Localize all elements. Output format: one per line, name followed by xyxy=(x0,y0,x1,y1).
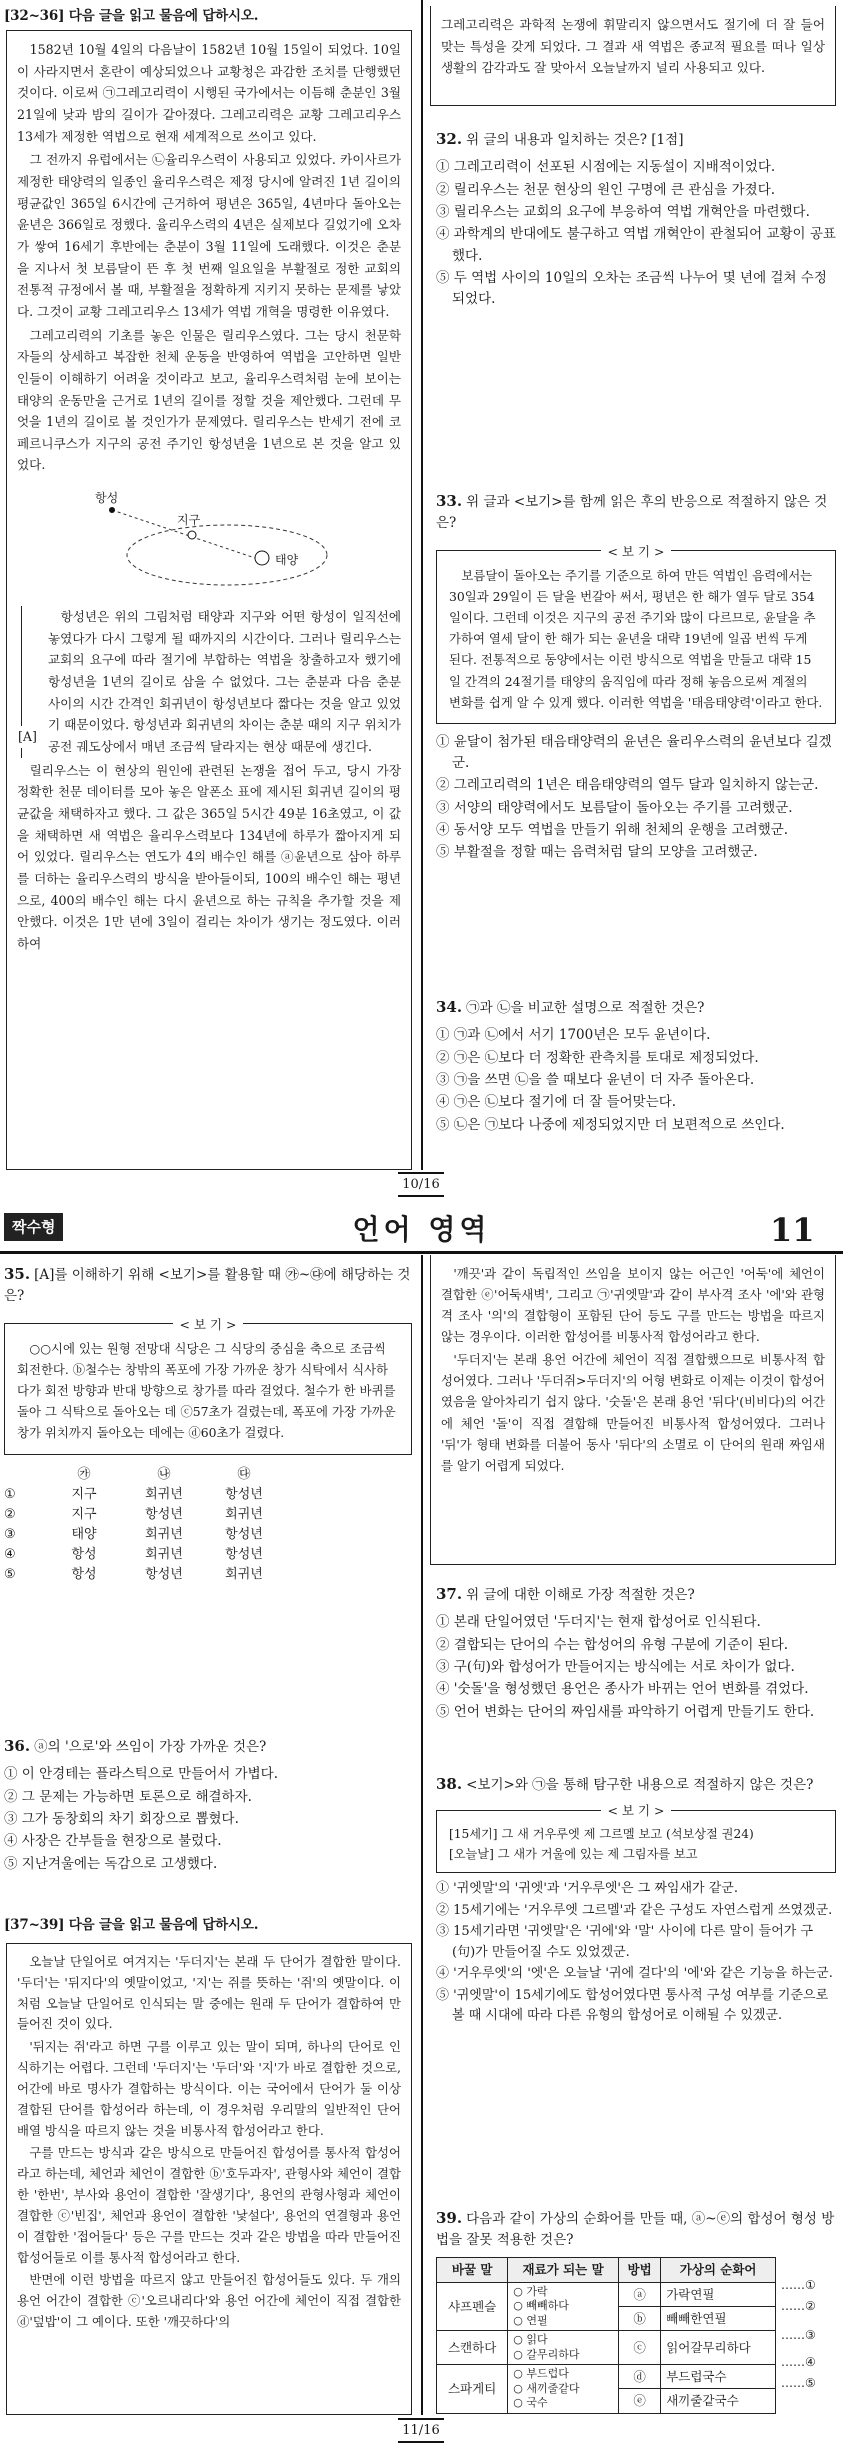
page-11 xyxy=(0,1205,843,2443)
page-number-large: 11 xyxy=(770,1211,815,1249)
q33-option-2[interactable]: ② 그레고리력의 1년은 태음태양력의 열두 달과 일치하지 않는군. xyxy=(436,777,819,794)
passage37-right-paragraph-2: '두더지'는 본래 용언 어간에 체언이 직접 결합했으므로 비통사적 합성어였다. 그러나 '두더쥐>두더지'의 어형 변화로 이제는 이것이 합성어였음을 알아차리기 쉽지 않다. '숫돌'은 본래 용언 '뒤다'(비비다)의 어간에 체언 '돌'이 직접 결합해 만들어진 비통사적 합성어였다. 그러나 '뒤'가 형태 변화를 더불어 동사 '뒤다'의 소멸로 이 단어의 원래 짜임새를 알기 어렵게 되었다. xyxy=(441,1352,825,1473)
q37-number: 37. xyxy=(436,1585,463,1603)
passage37-paragraph-4: 반면에 이런 방법을 따르지 않고 만들어진 합성어들도 있다. 두 개의 용언 어간이 결합한 ⓒ'오르내리다'와 용언 어간에 체언이 직접 결합한 ⓓ'덮밥'이 그 예이다. 또한 '깨끗하다'의 xyxy=(17,2272,401,2330)
question-37 xyxy=(436,1583,836,1724)
orbit-diagram xyxy=(17,480,401,600)
q36-number: 36. xyxy=(4,1737,31,1755)
bracket-a-section xyxy=(18,606,401,758)
q36-option-3[interactable]: ③ 그가 동창회의 차기 회장으로 뽑혔다. xyxy=(4,1810,239,1827)
q34-stem: ㉠과 ㉡을 비교한 설명으로 적절한 것은? xyxy=(466,1000,705,1016)
q35-option-5[interactable]: ⑤ 항성 항성년 회귀년 xyxy=(4,1567,263,1583)
passage-paragraph-end: 릴리우스는 이 현상의 원인에 관련된 논쟁을 접어 두고, 당시 가장 정확한 천문 데이터를 모아 놓은 알폰소 표에 제시된 회귀년 길이의 평균값을 채택하자고 했다. 그 값은 365일 5시간 49분 16초였고, 이 값을 채택하면 새 역법은 율리우스력보다 134년에 하루가 짧아지게 되어 있었다. 릴리우스는 연도가 4의 배수인 해를 ⓐ윤년으로 삼아 하루를 더하는 율리우스력의 방식을 받아들이되, 100의 배수인 해는 평년으로, 400의 배수인 해는 다시 윤년으로 하는 규칙을 추가할 것을 제안했다. 이것은 1만 년에 3일이 걸리는 차이가 생기는 정도였다. 이러하여 xyxy=(17,762,401,951)
q37-option-1[interactable]: ① 본래 단일어였던 '두더지'는 현재 합성어로 인식된다. xyxy=(436,1614,761,1631)
set-header-32-36: [32~36] 다음 글을 읽고 물음에 답하시오. xyxy=(4,8,259,24)
q38-option-5[interactable]: ⑤ '귀엣말'이 15세기에도 합성어였다면 통사적 구성 여부를 기준으로 볼 때 시대에 따라 다른 유형의 합성어로 이해될 수 있겠군. xyxy=(436,1987,829,2024)
q38-example-label: < 보 기 > xyxy=(437,1801,835,1821)
q36-stem: ⓐ의 '으로'와 쓰임이 가장 가까운 것은? xyxy=(34,1739,267,1755)
q33-option-1[interactable]: ① 윤달이 첨가된 태음태양력의 윤년은 율리우스력의 윤년보다 길겠군. xyxy=(436,733,832,772)
passage37-paragraph-2: '뒤지는 쥐'라고 하면 구를 이루고 있는 말이 되며, 하나의 단어로 인식하기는 어렵다. 그런데 '두더지'는 '두더'와 '지'가 바로 결합한 것으로, 어간에 바로 명사가 결합하는 방식이다. 이는 국어에서 단어가 둘 이상 결합된 단어를 합성어라 하는데, 이 경우처럼 우리말의 일반적인 단어 배열 방식을 따르지 않는 것을 비통사적 합성어라고 한다. xyxy=(17,2039,401,2138)
q38-options xyxy=(436,1879,836,2027)
q32-options xyxy=(436,157,836,310)
passage37-paragraph-1: 오늘날 단일어로 여겨지는 '두더지'는 본래 두 단어가 결합한 말이다. '두더'는 '뒤지다'의 옛말이었고, '지'는 쥐를 뜻하는 '쥐'의 옛말이다. 이처럼 오늘날 단일어로 인식되는 말 중에는 원래 두 단어가 결합하여 만들어진 것이 있다. xyxy=(17,1954,401,2032)
q35-option-3[interactable]: ③ 태양 회귀년 항성년 xyxy=(4,1526,263,1542)
q36-options xyxy=(4,1764,412,1875)
q32-number: 32. xyxy=(436,130,463,148)
q39-row-3a: 스파게티 ○ 부드럽다 ○ 새끼줄같다 ○ 국수 ⓓ 부드럽국수 xyxy=(437,2364,776,2388)
question-38 xyxy=(436,1773,836,2028)
q37-option-2[interactable]: ② 결합되는 단어의 수는 합성어의 유형 구분에 기준이 된다. xyxy=(436,1636,789,1653)
q38-example-line-2: [오늘날] 그 새가 거울에 있는 제 그림자를 보고 xyxy=(449,1846,698,1861)
passage-paragraph-1: 1582년 10월 4일의 다음날이 1582년 10월 15일이 되었다. 10일이 사라지면서 혼란이 예상되었으나 교황청은 과감한 조치를 단행했던 것이다. 이로써 ㉠그레고리력이 시행된 국가에서는 이듬해 춘분인 3월 21일에 낮과 밤의 길이가 같아졌다. 그레고리력은 교황 그레고리우스 13세가 제정한 역법으로 현재 세계적으로 쓰이고 있다. xyxy=(17,42,401,144)
q38-number: 38. xyxy=(436,1775,463,1793)
q34-option-1[interactable]: ① ㉠과 ㉡에서 서기 1700년은 모두 윤년이다. xyxy=(436,1027,711,1044)
q36-option-5[interactable]: ⑤ 지난겨울에는 독감으로 고생했다. xyxy=(4,1855,218,1872)
passage-paragraph-3: 그레고리력의 기초를 놓은 인물은 릴리우스였다. 그는 당시 천문학자들의 상세하고 복잡한 천체 운동을 반영하여 역법을 고안하면 일반인들이 이해하기 어려울 것이라고 보고, 율리우스력처럼 눈에 보이는 태양의 운동만을 근거로 1년의 길이를 정할 것을 제안했다. 그런데 무엇을 1년의 길이로 볼 것인가가 문제였다. 릴리우스는 반세기 전에 코페르니쿠스가 지구의 공전 주기인 항성년을 1년으로 본 것을 알고 있었다. xyxy=(17,327,401,473)
question-34 xyxy=(436,996,836,1137)
q32-option-2[interactable]: ② 릴리우스는 천문 현상의 원인 구명에 큰 관심을 가졌다. xyxy=(436,181,776,198)
page-number-11: 11/16 xyxy=(398,2418,444,2443)
q36-option-1[interactable]: ① 이 안경테는 플라스틱으로 만들어서 가볍다. xyxy=(4,1766,278,1783)
q34-option-3[interactable]: ③ ㉠을 쓰면 ㉡을 쓸 때보다 윤년이 더 자주 돌아온다. xyxy=(436,1071,755,1088)
column-divider xyxy=(421,0,423,1170)
q35-example-text: ○○시에 있는 원형 전망대 식당은 그 식당의 중심을 축으로 조금씩 회전한다. ⓑ철수는 창밖의 폭포에 가장 가까운 창가 식탁에서 식사하다가 회전 방향과 반대 방향으로 창가를 따라 걸었다. 철수가 한 바퀴를 돌아 그 식탁으로 돌아오는 데 ⓒ57초가 걸렸는데, 폭포에 가장 가까운 창가 위치까지 돌아오는 데에는 ⓓ60초가 걸렸다. xyxy=(17,1341,396,1441)
passage37-right-paragraph-1: '깨끗'과 같이 독립적인 쓰임을 보이지 않는 어근인 '어둑'에 체언이 결합한 ⓔ'어둑새벽', 그리고 ㉠'귀엣말'과 같이 부사격 조사 '에'와 관형격 조사 '의'의 결합형이 포함된 단어 등도 구를 만드는 방법을 따르지 않는 경우이다. 이러한 합성어를 비통사적 합성어라고 한다. xyxy=(441,1266,825,1345)
q35-number: 35. xyxy=(4,1265,31,1283)
q38-example-box xyxy=(436,1803,836,1873)
column-divider-11 xyxy=(421,1255,423,2415)
q39-row-1a: 샤프펜슬 ○ 가락 ○ 빼빼하다 ○ 연필 ⓐ 가락연필 xyxy=(437,2282,776,2306)
q36-option-4[interactable]: ④ 사장은 간부들을 현장으로 불렀다. xyxy=(4,1833,222,1850)
q32-option-3[interactable]: ③ 릴리우스는 교회의 요구에 부응하여 역법 개혁안을 마련했다. xyxy=(436,203,810,220)
type-badge: 짝수형 xyxy=(4,1213,63,1241)
q39-row-3b: ⓔ 새끼줄같국수 xyxy=(437,2389,776,2413)
q38-option-2[interactable]: ② 15세기에는 '거우루엣 그르멜'과 같은 구성도 자연스럽게 쓰였겠군. xyxy=(436,1902,833,1918)
q38-stem: <보기>와 ㉠을 통해 탐구한 내용으로 적절하지 않은 것은? xyxy=(466,1777,814,1793)
q37-option-4[interactable]: ④ '숫돌'을 형성했던 용언은 종사가 바뀌는 언어 변화를 겪었다. xyxy=(436,1681,809,1698)
q35-header-row xyxy=(4,1465,284,1485)
bracket-a-label: [A] xyxy=(18,726,37,748)
q32-stem: 위 글의 내용과 일치하는 것은? [1점] xyxy=(466,132,684,148)
q33-example-label: < 보 기 > xyxy=(437,541,835,562)
q35-example-label: < 보 기 > xyxy=(5,1314,411,1335)
q34-option-4[interactable]: ④ ㉠은 ㉡보다 절기에 더 잘 들어맞는다. xyxy=(436,1094,677,1111)
q37-option-5[interactable]: ⑤ 언어 변화는 단어의 짜임새를 파악하기 어렵게 만들기도 한다. xyxy=(436,1703,815,1720)
q35-stem: [A]를 이해하기 위해 <보기>를 활용할 때 ㉮~㉰에 해당하는 것은? xyxy=(4,1267,411,1305)
q33-example-text: 보름달이 돌아오는 주기를 기준으로 하여 만든 역법인 음력에서는 30일과 29일이 든 달을 번갈아 써서, 평년은 한 해가 열두 달로 354일이다. 그런데 이것은 지구의 공전 주기와 많이 다르므로, 윤달을 추가하여 열세 달이 한 해가 되는 윤년을 대략 19년에 일곱 번씩 두게 된다. 전통적으로 동양에서는 이런 방식으로 역법을 만들고 대략 15일 간격의 24절기를 태양의 움직임에 따라 정해 놓음으로써 계절의 변화를 쉽게 알 수 있게 했다. 이러한 역법을 '태음태양력'이라고 한다. xyxy=(449,568,823,710)
q34-option-2[interactable]: ② ㉠은 ㉡보다 더 정확한 관측치를 토대로 제정되었다. xyxy=(436,1049,759,1066)
q38-option-1[interactable]: ① '귀엣말'의 '귀엣'과 '거우루엣'은 그 짜임새가 같군. xyxy=(436,1881,738,1897)
q34-options xyxy=(436,1025,836,1136)
q39-option-3[interactable]: ……③ xyxy=(781,2328,816,2342)
q35-option-4[interactable]: ④ 항성 회귀년 항성년 xyxy=(4,1547,263,1563)
q33-option-3[interactable]: ③ 서양의 태양력에서도 보름달이 돌아오는 주기를 고려했군. xyxy=(436,799,793,816)
set-header-37-39: [37~39] 다음 글을 읽고 물음에 답하시오. xyxy=(4,1917,259,1933)
q37-options xyxy=(436,1612,836,1723)
q35-col-da: ㉰ xyxy=(237,1466,251,1482)
q36-option-2[interactable]: ② 그 문제는 가능하면 토론으로 해결하자. xyxy=(4,1788,252,1805)
page-number-10: 10/16 xyxy=(398,1172,444,1197)
question-35 xyxy=(4,1263,412,1585)
page-10 xyxy=(0,0,843,1195)
q34-option-5[interactable]: ⑤ ㉡은 ㉠보다 나중에 제정되었지만 더 보편적으로 쓰인다. xyxy=(436,1116,785,1133)
diagram-label-earth: 지구 xyxy=(177,513,201,528)
q39-row-1b: ⓑ 빼빼한연필 xyxy=(437,2306,776,2330)
q32-option-4[interactable]: ④ 과학계의 반대에도 불구하고 역법 개혁안이 관철되어 교황이 공표했다. xyxy=(436,226,836,264)
q33-option-5[interactable]: ⑤ 부활절을 정할 때는 음력처럼 달의 모양을 고려했군. xyxy=(436,844,758,861)
q39-row-2: 스캔하다 ○ 읽다 ○ 갈무리하다 ⓒ 읽어갈무리하다 xyxy=(437,2331,776,2365)
question-33 xyxy=(436,490,836,865)
passage-continuation-box-11 xyxy=(430,1255,836,1565)
q39-option-4[interactable]: ……④ xyxy=(781,2355,816,2369)
q32-option-1[interactable]: ① 그레고리력이 선포된 시점에는 지동설이 지배적이었다. xyxy=(436,159,776,176)
q33-option-4[interactable]: ④ 동서양 모두 역법을 만들기 위해 천체의 운행을 고려했군. xyxy=(436,822,789,839)
q39-option-1[interactable]: ……① xyxy=(781,2278,816,2292)
q39-option-2[interactable]: ……② xyxy=(781,2299,816,2313)
q33-stem: 위 글과 <보기>를 함께 읽은 후의 반응으로 적절하지 않은 것은? xyxy=(436,494,828,532)
header-rule xyxy=(0,1251,843,1254)
question-36 xyxy=(4,1735,412,1876)
question-39 xyxy=(436,2207,836,2414)
q38-option-4[interactable]: ④ '거우루엣'의 '엣'은 오늘날 '귀에 걸다'의 '에'와 같은 기능을 하는군. xyxy=(436,1966,833,1982)
diagram-label-sun: 태양 xyxy=(275,553,299,568)
q39-header-row: 바꿀 말 재료가 되는 말 방법 가상의 순화어 xyxy=(437,2258,776,2282)
q39-stem: 다음과 같이 가상의 순화어를 만들 때, ⓐ~ⓔ의 합성어 형성 방법을 잘못 적용한 것은? xyxy=(436,2211,835,2249)
q35-col-na: ㉯ xyxy=(157,1466,171,1482)
q37-stem: 위 글에 대한 이해로 가장 적절한 것은? xyxy=(466,1587,695,1603)
q35-col-ga: ㉮ xyxy=(77,1466,91,1482)
q35-option-1[interactable]: ① 지구 회귀년 항성년 xyxy=(4,1486,263,1502)
passage-box-37 xyxy=(6,1943,412,2415)
orbit-diagram-svg xyxy=(17,480,403,600)
q33-example-box xyxy=(436,544,836,724)
passage-continuation: 그레고리력은 과학적 논쟁에 휘말리지 않으면서도 절기에 더 잘 들어맞는 특성을 갖게 되었다. 그 결과 새 역법은 종교적 필요를 떠나 일상생활의 감각과도 잘 맞아서 오늘날까지 널리 사용되고 있다. xyxy=(441,17,825,76)
diagram-label-star: 항성 xyxy=(95,491,119,506)
q33-number: 33. xyxy=(436,492,463,510)
q37-option-3[interactable]: ③ 구(句)와 합성어가 만들어지는 방식에는 서로 차이가 없다. xyxy=(436,1658,795,1675)
passage37-paragraph-3: 구를 만드는 방식과 같은 방식으로 만들어진 합성어를 통사적 합성어라고 하는데, 체언과 체언이 결합한 ⓑ'호두과자', 관형사와 체언이 결합한 '한번', 부사와 용언이 결합한 '잘생기다', 용언의 관형사형과 체언이 결합한 ⓒ'빈집', 체언과 용언이 결합한 '낯설다', 용언의 연결형과 용언이 결합한 '접어들다' 등은 구를 만드는 것과 같은 방법을 따라 만들어진 합성어들로 이를 통사적 합성어라고 한다. xyxy=(17,2145,401,2265)
passage-paragraph-2: 그 전까지 유럽에서는 ㉡율리우스력이 사용되고 있었다. 카이사르가 제정한 태양력의 일종인 율리우스력은 제정 당시에 알려진 1년 길이의 평균값인 365일 6시간에 근거하여 평년은 365일, 4년마다 돌아오는 윤년은 366일로 정했다. 율리우스력의 4년은 실제보다 길었기에 오차가 쌓여 16세기 후반에는 춘분이 3월 11일에 도래했다. 이것은 춘분을 지나서 첫 보름달이 뜬 후 첫 번째 일요일을 부활절로 정한 교회의 전통적 규정에서 볼 때, 부활절을 정확하게 지키지 못하는 문제를 낳았다. 그것이 교황 그레고리우스 13세가 역법 개혁을 명령한 이유였다. xyxy=(17,152,401,319)
q39-option-markers xyxy=(781,2279,816,2398)
q35-example-box xyxy=(4,1317,412,1454)
q39-number: 39. xyxy=(436,2209,463,2227)
q34-number: 34. xyxy=(436,998,463,1016)
question-32 xyxy=(436,128,836,312)
q35-option-2[interactable]: ② 지구 항성년 회귀년 xyxy=(4,1506,263,1522)
q38-example-line-1: [15세기] 그 새 거우루엣 제 그르멜 보고 (석보상절 권24) xyxy=(449,1827,754,1842)
q33-options xyxy=(436,732,836,864)
q39-option-5[interactable]: ……⑤ xyxy=(781,2376,816,2390)
q32-option-5[interactable]: ⑤ 두 역법 사이의 10일의 오차는 조금씩 나누어 몇 년에 걸쳐 수정되었다. xyxy=(436,269,827,308)
q38-option-3[interactable]: ③ 15세기라면 '귀엣말'은 '귀에'와 '말' 사이에 다른 말이 들어가 구(句)가 만들어질 수도 있었겠군. xyxy=(436,1924,814,1960)
passage-a-text: 항성년은 위의 그림처럼 태양과 지구와 어떤 항성이 일직선에 놓였다가 다시 그렇게 될 때까지의 시간이다. 그러나 릴리우스는 교회의 요구에 따라 절기에 부합하는 역법을 창출하고자 했기에 항성년을 1년의 길이로 삼을 수 없었다. 그는 춘분과 다음 춘분 사이의 시간 간격인 회귀년이 항성년보다 짧다는 것을 알고 있었기 때문이었다. 항성년과 회귀년의 차이는 춘분 때의 지구 위치가 공전 궤도상에서 매년 조금씩 달라지는 현상 때문에 생긴다. xyxy=(48,609,401,755)
passage-continuation-box xyxy=(430,6,836,106)
q35-answer-table xyxy=(4,1465,284,1586)
section-title: 언어 영역 xyxy=(352,1213,491,1246)
passage-box xyxy=(6,30,412,1170)
q39-table xyxy=(436,2257,776,2413)
